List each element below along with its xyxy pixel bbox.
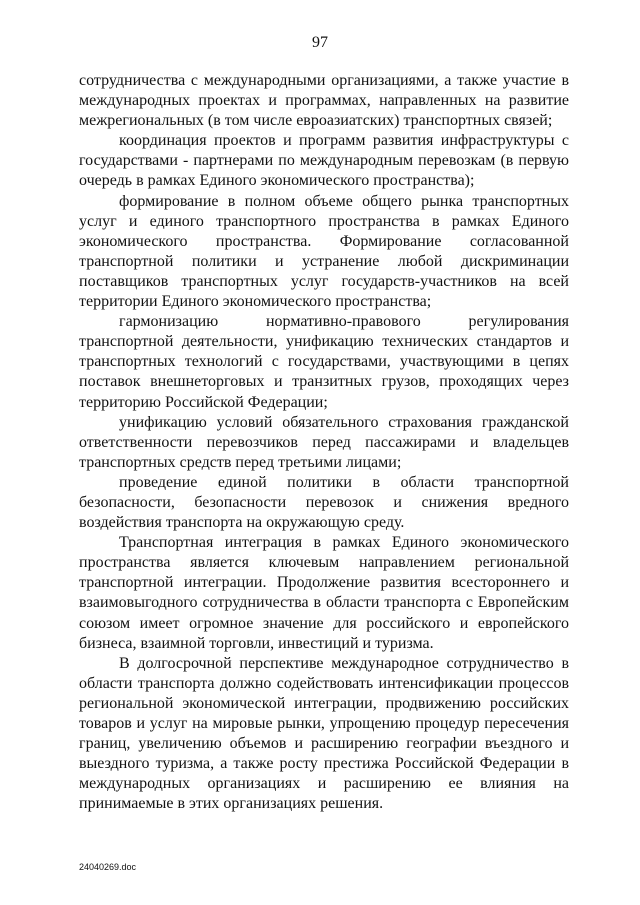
document-body xyxy=(79,71,569,814)
document-id: 24040269.doc xyxy=(79,862,137,872)
paragraph-insurance: унификацию условий обязательного страхования гражданской ответственности перевозчиков перед пассажирами и владельцев транспортных средств перед третьими лицами; xyxy=(79,413,569,471)
paragraph-security-policy: проведение единой политики в области транспортной безопасности, безопасности перевозок и снижения вредного воздействия транспорта на окружающую среду. xyxy=(79,473,569,532)
page-number: 97 xyxy=(312,34,328,51)
paragraph-continuation: сотрудничества с международными организациями, а также участие в международных проектах и программах, направленных на развитие межрегиональных (в том числе евроазиатских) транспортных связей; xyxy=(79,72,569,130)
paragraph-harmonization: гармонизацию нормативно-правового регулирования транспортной деятельности, унификацию технических стандартов и транспортных технологий с государствами, участвующими в цепях поставок внешнеторговых и транзитных грузов, проходящих через территорию Российской Федерации; xyxy=(79,313,569,411)
paragraph-coordination: координация проектов и программ развития инфраструктуры с государствами - партнерами по международным перевозкам (в первую очередь в рамках Единого экономического пространства); xyxy=(79,132,569,190)
paragraph-transport-integration: Транспортная интеграция в рамках Единого экономического пространства является ключевым направлением региональной транспортной интеграции. Продолжение развития всестороннего и взаимовыгодного сотрудничества в области транспорта с Европейским союзом имеет огромное значение для российского и европейского бизнеса, взаимной торговли, инвестиций и туризма. xyxy=(79,534,569,652)
paragraph-common-market: формирование в полном объеме общего рынка транспортных услуг и единого транспортного пространства в рамках Единого экономического пространства. Формирование согласованной транспортной политики и устранение любой дискриминации поставщиков транспортных услуг государств-участников на всей территории Единого экономического пространства; xyxy=(79,192,569,311)
paragraph-long-term: В долгосрочной перспективе международное сотрудничество в области транспорта должно содействовать интенсификации процессов региональной экономической интеграции, продвижению российских товаров и услуг на мировые рынки, упрощению процедур пересечения границ, увеличению объемов и расширению географии въездного и выездного туризма, а также росту престижа Российской Федерации в международных организациях и расширению ее влияния на принимаемые в этих организациях решения. xyxy=(79,654,569,813)
